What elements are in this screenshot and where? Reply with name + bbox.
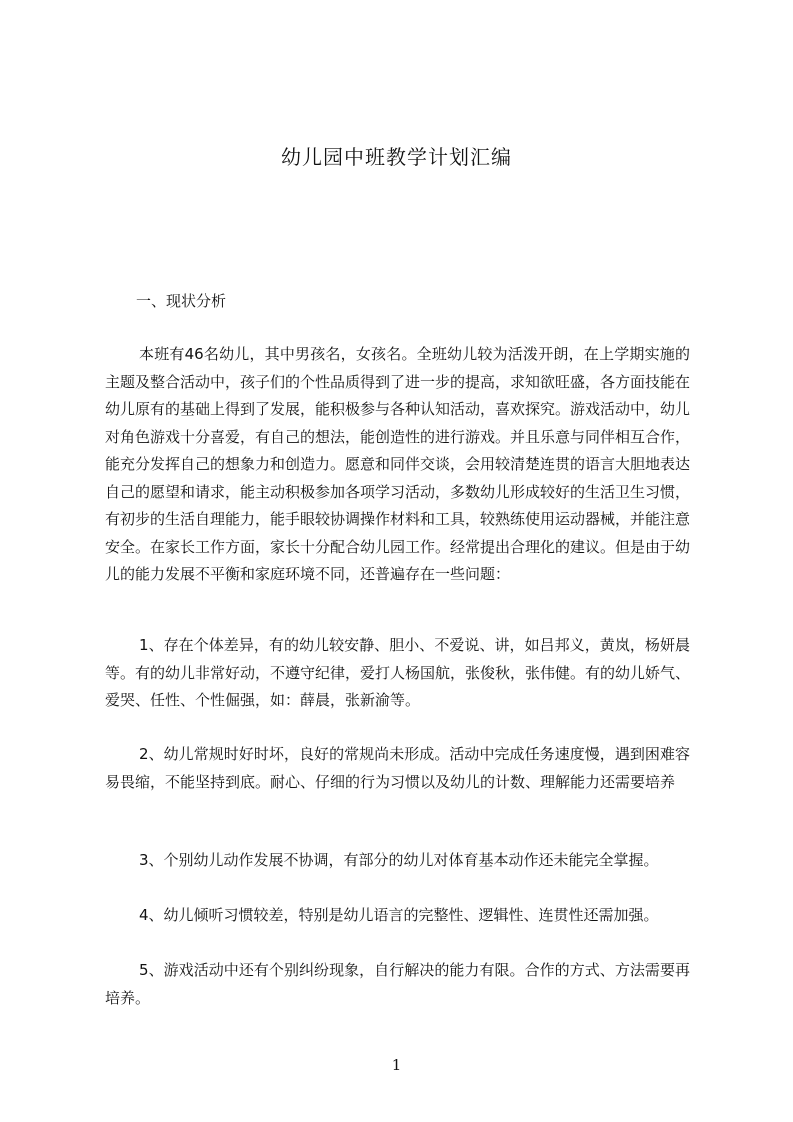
section-heading: 一、现状分析: [136, 292, 227, 310]
paragraph-item-3: 3、个别幼儿动作发展不协调，有部分的幼儿对体育基本动作还未能完全掌握。: [139, 851, 659, 869]
paragraph-intro: 本班有46名幼儿，其中男孩名，女孩名。全班幼儿较为活泼开朗，在上学期实施的主题及整合活动中，孩子们的个性品质得到了进一步的提高，求知欲旺盛，各方面技能在幼儿原有的基础上得到了发展，能积极参与各种认知活动，喜欢探究。游戏活动中，幼儿对角色游戏十分喜爱，有自己的想法，能创造性的进行游戏。并且乐意与同伴相互合作，能充分发挥自己的想象力和创造力。愿意和同伴交谈，会用较清楚连贯的语言大胆地表达自己的愿望和请求，能主动积极参加各项学习活动，多数幼儿形成较好的生活卫生习惯，有初步的生活自理能力，能手眼较协调操作材料和工具，较熟练使用运动器械，并能注意安全。在家长工作方面，家长十分配合幼儿园工作。经常提出合理化的建议。但是由于幼儿的能力发展不平衡和家庭环境不同，还普遍存在一些问题：: [105, 345, 691, 583]
paragraph-item-5: 5、游戏活动中还有个别纠纷现象，自行解决的能力有限。合作的方式、方法需要再培养。: [105, 961, 690, 1007]
paragraph-item-1: 1、存在个体差异，有的幼儿较安静、胆小、不爱说、讲，如吕邦义，黄岚，杨妍晨等。有的幼儿非常好动，不遵守纪律，爱打人杨国航，张俊秋，张伟健。有的幼儿娇气、爱哭、任性、个性倔强，如：薛晨，张新渝等。: [105, 636, 691, 709]
page-number: 1: [391, 1056, 402, 1074]
paragraph-item-2: 2、幼儿常规时好时坏，良好的常规尚未形成。活动中完成任务速度慢，遇到困难容易畏缩，不能坚持到底。耐心、仔细的行为习惯以及幼儿的计数、理解能力还需要培养: [105, 745, 690, 791]
document-title: 幼儿园中班教学计划汇编: [281, 145, 512, 169]
paragraph-item-4: 4、幼儿倾听习惯较差，特别是幼儿语言的完整性、逻辑性、连贯性还需加强。: [139, 906, 659, 924]
